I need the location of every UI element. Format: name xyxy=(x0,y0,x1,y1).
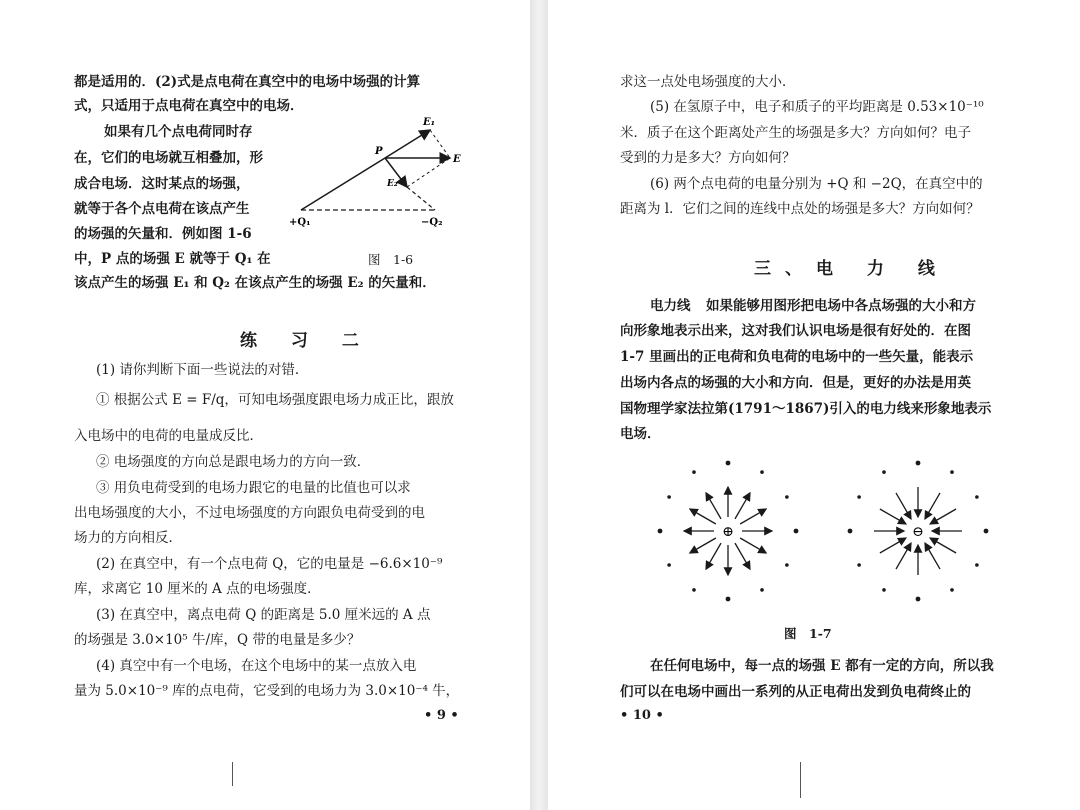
field-vector-arrow xyxy=(735,543,750,569)
exercise-line: 的场强是 3.0×10⁵ 牛/库，Q 带的电量是多少？ xyxy=(74,632,361,648)
text-line: 成合电场．这时某点的场强， xyxy=(74,176,250,192)
label-e2: E₂ xyxy=(387,179,398,189)
text-line: 国物理学家法拉第(1791～1867)引入的电力线来形象地表示 xyxy=(620,401,992,417)
page-number-right: • 10 • xyxy=(620,708,664,723)
e2-parallel-dashed xyxy=(407,158,450,187)
book-gutter xyxy=(530,0,548,810)
field-point-dot xyxy=(857,563,861,567)
field-point-dot xyxy=(882,470,886,474)
exercise-line: 入电场中的电荷的电量成反比． xyxy=(74,428,263,444)
exercise-line: (2) 在真空中，有一个点电荷 Q，它的电量是 −6.6×10⁻⁹ xyxy=(96,556,443,572)
exercise-line: ① 根据公式 E = F/q，可知电场强度跟电场力成正比，跟放 xyxy=(96,392,454,408)
field-vector-arrow xyxy=(880,509,906,524)
exercise-line: ③ 用负电荷受到的电场力跟它的电量的比值也可以求 xyxy=(96,480,411,496)
label-q2: −Q₂ xyxy=(421,217,443,228)
field-vector-arrow xyxy=(690,538,716,553)
exercise-line: (4) 真空中有一个电场，在这个电场中的某一点放入电 xyxy=(96,658,417,674)
q1-to-p-line xyxy=(301,158,385,210)
figure-1-6-caption: 图 1-6 xyxy=(368,252,414,267)
text-line: 1-7 里画出的正电荷和负电荷的电场中的一些矢量，能表示 xyxy=(620,349,974,365)
field-point-dot xyxy=(857,495,861,499)
text-line: 距离为 l．它们之间的连线中点处的场强是多大？方向如何？ xyxy=(620,201,980,217)
field-vector-arrow xyxy=(735,493,750,519)
term-heading: 电力线 xyxy=(650,298,691,314)
field-vector-arrow xyxy=(740,509,766,524)
exercise-line: 场力的方向相反． xyxy=(74,530,182,546)
field-point-dot xyxy=(692,588,696,592)
figure-1-6 xyxy=(285,112,475,244)
text-line: 受到的力是多大？方向如何？ xyxy=(620,150,796,166)
text-line: 中，P 点的场强 E 就等于 Q₁ 在 xyxy=(74,251,271,267)
field-point-dot xyxy=(785,563,789,567)
field-point-dot xyxy=(726,597,731,602)
field-vector-arrow xyxy=(690,509,716,524)
text-line: (6) 两个点电荷的电量分别为 +Q 和 −2Q，在真空中的 xyxy=(650,176,983,192)
text-line: 求这一点处电场强度的大小． xyxy=(620,74,796,90)
right-page xyxy=(548,0,1080,810)
field-vector-arrow xyxy=(925,543,940,569)
text-line: 们可以在电场中画出一系列的从正电荷出发到负电荷终止的 xyxy=(620,684,971,700)
text-line: 如果有几个点电荷同时存 xyxy=(104,124,253,140)
figure-1-7 xyxy=(638,440,1018,620)
exercise-line: 出电场强度的大小，不过电场强度的方向跟负电荷受到的电 xyxy=(74,505,425,521)
field-point-dot xyxy=(760,588,764,592)
text-line: 出场内各点的场强的大小和方向．但是，更好的办法是用英 xyxy=(620,375,971,391)
negative-charge-symbol: ⊖ xyxy=(912,524,924,540)
field-vector-arrow xyxy=(740,538,766,553)
field-point-dot xyxy=(667,563,671,567)
label-e1: E₁ xyxy=(423,117,436,128)
e1-parallel-dashed xyxy=(430,130,450,158)
field-point-dot xyxy=(882,588,886,592)
text-line: 式，只适用于点电荷在真空中的电场． xyxy=(74,98,304,114)
left-page xyxy=(0,0,530,810)
page-number-left: • 9 • xyxy=(424,708,459,723)
field-point-dot xyxy=(726,461,731,466)
field-point-dot xyxy=(950,588,954,592)
field-point-dot xyxy=(667,495,671,499)
field-vector-arrow xyxy=(896,493,911,519)
field-vector-arrow xyxy=(706,543,721,569)
field-point-dot xyxy=(916,461,921,466)
field-point-dot xyxy=(950,470,954,474)
field-point-dot xyxy=(916,597,921,602)
exercise-title: 练 习 二 xyxy=(240,331,373,351)
field-point-dot xyxy=(692,470,696,474)
field-vector-arrow xyxy=(706,493,721,519)
exercise-line: ② 电场强度的方向总是跟电场力的方向一致． xyxy=(96,454,371,470)
field-vector-arrow xyxy=(880,538,906,553)
field-vector-arrow xyxy=(930,538,956,553)
text-line: 如果能够用图形把电场中各点场强的大小和方 xyxy=(706,298,976,314)
figure-1-7-caption: 图 1-7 xyxy=(784,626,832,641)
exercise-line: (3) 在真空中，离点电荷 Q 的距离是 5.0 厘米远的 A 点 xyxy=(96,607,431,623)
field-vector-arrow xyxy=(930,509,956,524)
text-line: 就等于各个点电荷在该点产生 xyxy=(74,201,250,217)
text-line: 向形象地表示出来，这对我们认识电场是很有好处的．在图 xyxy=(620,323,971,339)
label-e: E xyxy=(453,154,461,165)
positive-charge-symbol: ⊕ xyxy=(722,524,734,540)
field-point-dot xyxy=(794,529,799,534)
text-line: 电场． xyxy=(620,426,661,442)
binding-mark xyxy=(232,762,233,786)
text-line: 米．质子在这个距离处产生的场强是多大？方向如何？电子 xyxy=(620,125,971,141)
field-point-dot xyxy=(975,563,979,567)
field-point-dot xyxy=(658,529,663,534)
e2-to-q2-line xyxy=(407,187,435,210)
e1-vector xyxy=(385,130,430,158)
field-point-dot xyxy=(975,495,979,499)
exercise-line: (1) 请你判断下面一些说法的对错． xyxy=(96,362,309,378)
field-point-dot xyxy=(984,529,989,534)
field-point-dot xyxy=(785,495,789,499)
section-title: 三、电 力 线 xyxy=(754,259,949,279)
field-vector-arrow xyxy=(925,493,940,519)
exercise-line: 量为 5.0×10⁻⁹ 库的点电荷，它受到的电场力为 3.0×10⁻⁴ 牛， xyxy=(74,683,460,699)
text-line: 的场强的矢量和．例如图 1-6 xyxy=(74,226,252,242)
text-line: 在任何电场中，每一点的场强 E 都有一定的方向，所以我 xyxy=(650,658,994,674)
field-point-dot xyxy=(760,470,764,474)
text-line: 在，它们的电场就互相叠加，形 xyxy=(74,150,263,166)
field-point-dot xyxy=(848,529,853,534)
binding-mark xyxy=(800,762,801,798)
exercise-line: 库，求离它 10 厘米的 A 点的电场强度． xyxy=(74,581,321,597)
label-p: P xyxy=(375,146,383,157)
text-line: 该点产生的场强 E₁ 和 Q₂ 在该点产生的场强 E₂ 的矢量和． xyxy=(74,275,436,291)
field-vector-arrow xyxy=(896,543,911,569)
text-line: (5) 在氢原子中，电子和质子的平均距离是 0.53×10⁻¹⁰ xyxy=(650,99,984,115)
label-q1: +Q₁ xyxy=(289,217,311,228)
text-line: 都是适用的．(2)式是点电荷在真空中的电场中场强的计算 xyxy=(74,74,421,90)
